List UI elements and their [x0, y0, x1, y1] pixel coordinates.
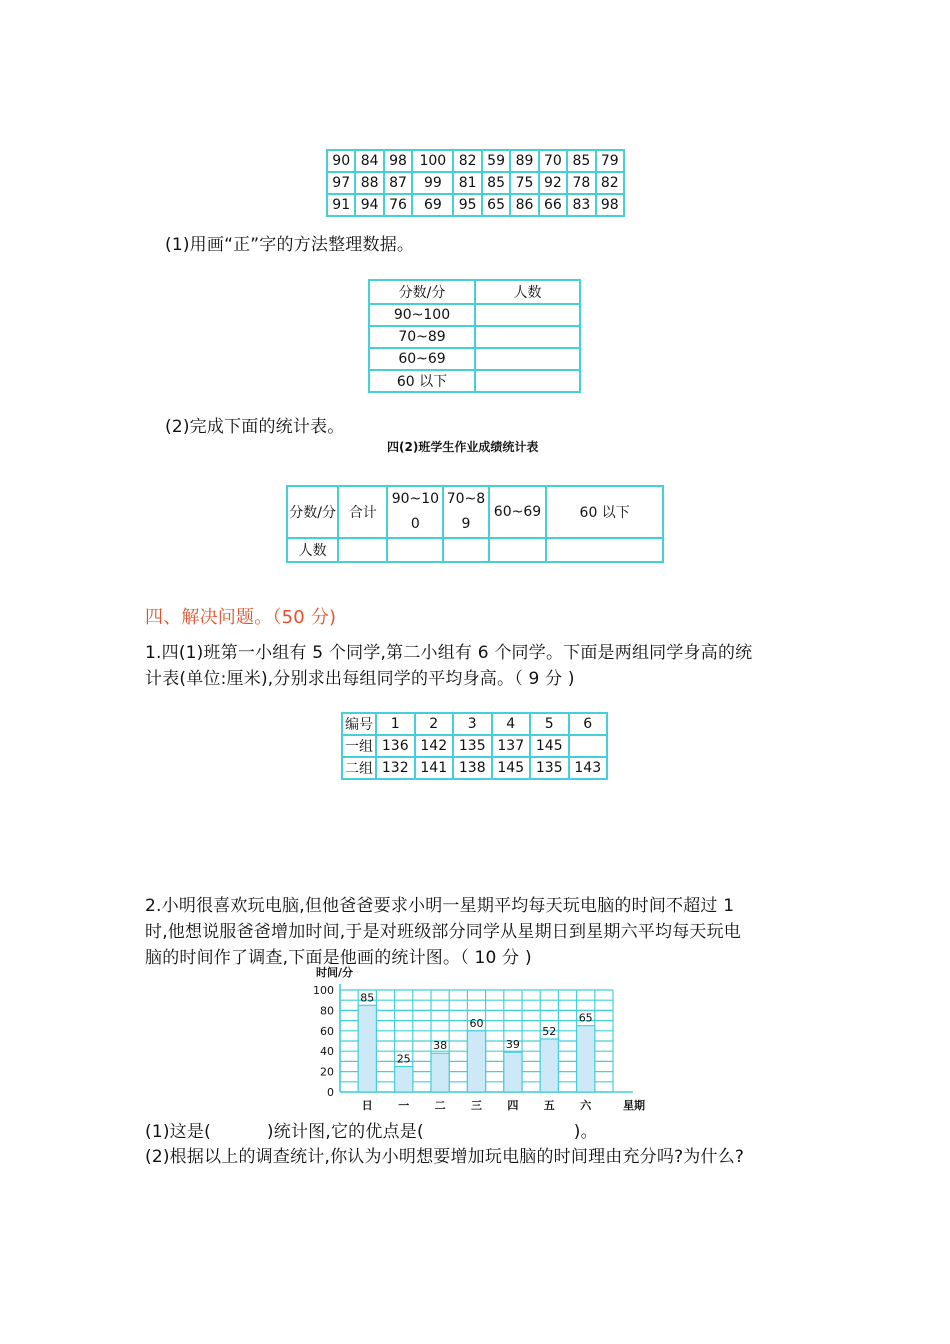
tally-count-blank [475, 326, 580, 348]
score-cell: 85 [567, 150, 595, 172]
score-cell: 75 [510, 172, 538, 194]
score-cell: 84 [355, 150, 383, 172]
height-cell: 141 [415, 757, 454, 779]
tally-count-blank [475, 304, 580, 326]
y-tick-label: 60 [320, 1024, 334, 1038]
score-cell: 100 [412, 150, 453, 172]
height-cell: 137 [492, 735, 531, 757]
score-cell: 82 [596, 172, 624, 194]
height-row [342, 735, 607, 757]
bar-data-label: 52 [542, 1024, 557, 1038]
stat-cell-blank [489, 538, 547, 562]
stat-cell-blank [443, 538, 488, 562]
bar-data-label: 25 [396, 1052, 411, 1066]
score-cell: 70 [539, 150, 567, 172]
stat-header-70-89: 70~89 [443, 486, 488, 538]
score-cell: 86 [510, 194, 538, 216]
bar-chart [300, 960, 650, 1115]
tally-row [369, 370, 580, 392]
bar [577, 1026, 595, 1092]
y-tick-label: 80 [320, 1004, 334, 1018]
score-row [327, 172, 624, 194]
stat-header-score: 分数/分 [287, 486, 338, 538]
score-cell: 76 [384, 194, 412, 216]
score-cell: 87 [384, 172, 412, 194]
height-header-number: 4 [492, 713, 531, 735]
tally-header-count: 人数 [475, 280, 580, 304]
problem2-line2: 时,他想说服爸爸增加时间,于是对班级部分同学从星期日到星期六平均每天玩电 [145, 922, 742, 942]
q1-text: (1)用画“正”字的方法整理数据。 [165, 235, 415, 255]
stat-header-total: 合计 [338, 486, 387, 538]
stat-cell-blank [387, 538, 443, 562]
score-cell: 90 [327, 150, 355, 172]
score-cell: 81 [453, 172, 481, 194]
score-cell: 83 [567, 194, 595, 216]
bar [395, 1067, 413, 1093]
height-cell: 145 [530, 735, 569, 757]
y-axis-label: 时间/分 [316, 966, 354, 979]
score-table [326, 149, 625, 217]
x-tick-label: 二 [434, 1099, 446, 1112]
tally-row [369, 304, 580, 326]
score-cell: 89 [510, 150, 538, 172]
stat-header-below-60: 60 以下 [546, 486, 663, 538]
bar-data-label: 60 [469, 1016, 484, 1030]
y-tick-label: 40 [320, 1045, 334, 1059]
tally-header-score: 分数/分 [369, 280, 475, 304]
score-cell: 65 [482, 194, 510, 216]
height-header-label: 编号 [342, 713, 376, 735]
height-header-number: 3 [453, 713, 492, 735]
score-cell: 98 [384, 150, 412, 172]
tally-row [369, 326, 580, 348]
bar-data-label: 39 [505, 1038, 520, 1052]
problem2-line1: 2.小明很喜欢玩电脑,但他爸爸要求小明一星期平均每天玩电脑的时间不超过 1 [145, 896, 735, 916]
bar [540, 1039, 558, 1092]
score-cell: 78 [567, 172, 595, 194]
tally-header-row [369, 280, 580, 304]
tally-count-blank [475, 348, 580, 370]
height-header-number: 2 [415, 713, 454, 735]
section4-title: 四、解决问题。（50 分) [145, 607, 337, 628]
y-tick-label: 20 [320, 1065, 334, 1079]
y-tick-label: 100 [313, 984, 334, 997]
q2-text: (2)完成下面的统计表。 [165, 417, 345, 437]
score-cell: 59 [482, 150, 510, 172]
stat-row-label: 人数 [287, 538, 338, 562]
tally-row [369, 348, 580, 370]
tally-range-label: 60~69 [369, 348, 475, 370]
stat-header-60-69: 60~69 [489, 486, 547, 538]
score-cell: 97 [327, 172, 355, 194]
sub2-text: (2)根据以上的调查统计,你认为小明想要增加玩电脑的时间理由充分吗?为什么? [145, 1147, 745, 1167]
score-cell: 95 [453, 194, 481, 216]
height-header-number: 1 [376, 713, 415, 735]
bar-data-label: 85 [360, 991, 375, 1005]
score-cell: 82 [453, 150, 481, 172]
score-cell: 69 [412, 194, 453, 216]
sub1-mid: )统计图,它的优点是( [266, 1122, 424, 1142]
height-row [342, 757, 607, 779]
score-cell: 98 [596, 194, 624, 216]
height-cell: 145 [492, 757, 531, 779]
height-group-label: 一组 [342, 735, 376, 757]
bar [358, 1005, 376, 1092]
height-cell: 143 [569, 757, 608, 779]
height-cell: 135 [530, 757, 569, 779]
height-cell: 136 [376, 735, 415, 757]
tally-range-label: 60 以下 [369, 370, 475, 392]
height-header-row [342, 713, 607, 735]
y-tick-label: 0 [327, 1086, 334, 1099]
problem1-line1: 1.四(1)班第一小组有 5 个同学,第二小组有 6 个同学。下面是两组同学身高的统 [145, 643, 753, 663]
height-cell: 142 [415, 735, 454, 757]
score-cell: 79 [596, 150, 624, 172]
height-cell: 138 [453, 757, 492, 779]
problem2-line3: 脑的时间作了调查,下面是他画的统计图。（ 10 分 ) [145, 948, 532, 968]
height-cell [569, 735, 608, 757]
bar [504, 1052, 522, 1092]
problem1-line2: 计表(单位:厘米),分别求出每组同学的平均身高。（ 9 分 ) [145, 669, 575, 689]
bar [467, 1031, 485, 1092]
stat-table-caption: 四(2)班学生作业成绩统计表 [387, 440, 539, 454]
score-cell: 91 [327, 194, 355, 216]
x-tick-label: 四 [507, 1099, 519, 1112]
sub1-text [145, 1117, 598, 1142]
height-header-number: 5 [530, 713, 569, 735]
tally-range-label: 90~100 [369, 304, 475, 326]
bar [431, 1053, 449, 1092]
height-group-label: 二组 [342, 757, 376, 779]
stat-table [286, 485, 664, 563]
x-tick-label: 一 [398, 1099, 410, 1112]
score-cell: 88 [355, 172, 383, 194]
tally-count-blank [475, 370, 580, 392]
score-cell: 85 [482, 172, 510, 194]
height-cell: 132 [376, 757, 415, 779]
score-cell: 92 [539, 172, 567, 194]
x-tick-label: 三 [471, 1099, 482, 1112]
height-table [341, 712, 608, 780]
score-cell: 99 [412, 172, 453, 194]
height-cell: 135 [453, 735, 492, 757]
tally-range-label: 70~89 [369, 326, 475, 348]
x-tick-label: 日 [361, 1099, 373, 1112]
height-header-number: 6 [569, 713, 608, 735]
score-cell: 66 [539, 194, 567, 216]
stat-cell-blank [338, 538, 387, 562]
bar-data-label: 65 [578, 1011, 593, 1025]
stat-header-90-100: 90~100 [387, 486, 443, 538]
tally-table [368, 279, 581, 393]
score-cell: 94 [355, 194, 383, 216]
bar-data-label: 38 [433, 1039, 448, 1053]
x-tick-label: 五 [543, 1099, 555, 1112]
x-axis-label: 星期 [623, 1099, 645, 1112]
stat-cell-blank [546, 538, 663, 562]
score-row [327, 194, 624, 216]
sub1-prefix: (1)这是( [145, 1122, 211, 1142]
x-tick-label: 六 [580, 1099, 592, 1112]
sub1-suffix: )。 [573, 1122, 598, 1142]
score-row [327, 150, 624, 172]
